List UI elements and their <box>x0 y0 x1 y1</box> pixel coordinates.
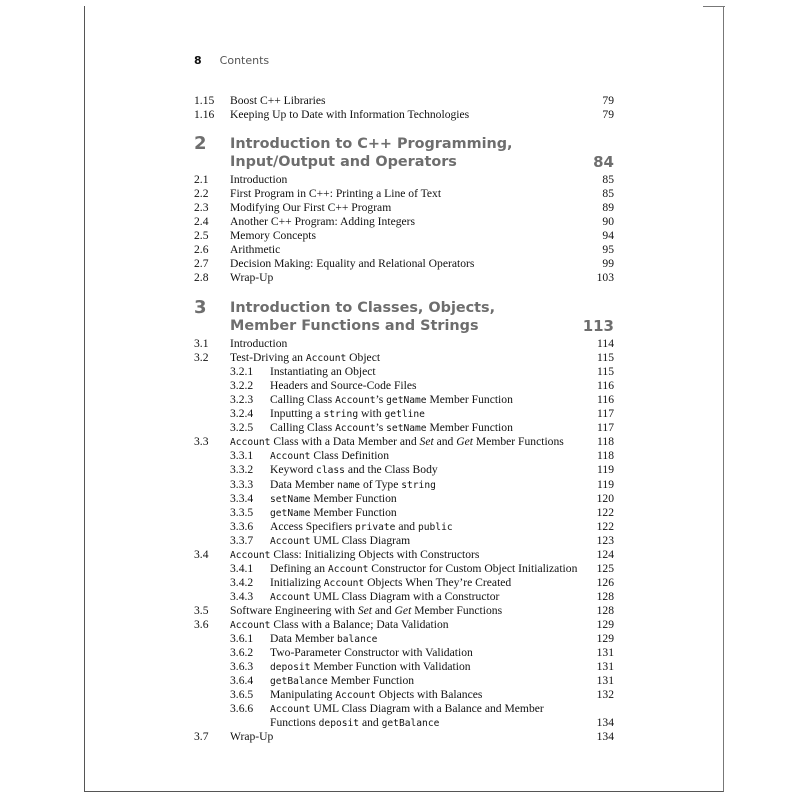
toc-entry[interactable] <box>194 351 614 365</box>
code-term: private <box>355 521 396 533</box>
section-number: 3.4.1 <box>230 561 254 575</box>
title-text: Member Function <box>426 421 513 435</box>
page-header <box>194 54 269 67</box>
page-ref: 116 <box>597 393 614 407</box>
section-title: Memory Concepts <box>230 229 316 243</box>
section-number: 3.3 <box>194 435 209 449</box>
toc-entry[interactable] <box>194 187 614 201</box>
toc-entry[interactable] <box>194 463 614 477</box>
section-number: 3.3.7 <box>230 533 254 547</box>
section-title <box>270 449 389 464</box>
section-number: 3.6 <box>194 618 209 631</box>
toc-entry[interactable] <box>194 646 614 660</box>
section-title <box>270 534 410 549</box>
code-term: string <box>401 479 436 491</box>
title-text: ’s <box>375 393 387 407</box>
code-term: deposit <box>270 662 311 674</box>
section-title <box>270 506 397 521</box>
code-term: Account <box>270 704 311 716</box>
title-text: Defining an <box>270 561 328 575</box>
title-text: Data Member <box>270 632 337 646</box>
section-title <box>270 463 438 478</box>
title-text: Headers and Source-Code Files <box>270 379 417 393</box>
page-ref: 134 <box>596 716 614 730</box>
toc-entry[interactable] <box>194 201 614 215</box>
section-title: Another C++ Program: Adding Integers <box>230 215 416 229</box>
toc-entry[interactable] <box>194 562 614 576</box>
code-term: Account <box>327 563 369 575</box>
section-number: 1.15 <box>194 94 215 107</box>
title-text: Wrap-Up <box>230 730 274 744</box>
page-ref: 119 <box>597 477 614 491</box>
section-title <box>230 337 287 351</box>
section-number: 3.3.5 <box>230 505 254 519</box>
section-title: Wrap-Up <box>230 271 274 285</box>
toc-entry[interactable] <box>194 229 614 243</box>
section-title: Introduction <box>230 173 288 186</box>
title-text: Objects with Balances <box>375 688 483 702</box>
page-ref: 103 <box>596 271 614 285</box>
page-ref: 115 <box>597 365 614 379</box>
toc-entry[interactable] <box>194 421 614 435</box>
page-ref: 119 <box>597 463 614 477</box>
toc-entry[interactable] <box>194 243 614 257</box>
section-title <box>230 618 449 633</box>
section-number: 2.2 <box>194 187 209 201</box>
toc-entry[interactable] <box>194 173 614 187</box>
title-text: Member Function <box>310 491 397 505</box>
section-number: 1.16 <box>194 108 215 122</box>
toc-entry[interactable] <box>194 337 614 351</box>
section-number: 3.2.5 <box>230 421 254 435</box>
section-title <box>230 604 502 618</box>
toc-entry[interactable] <box>194 688 614 702</box>
section-number: 3.1 <box>194 337 209 350</box>
section-title <box>270 632 377 647</box>
title-text: UML Class Diagram with a Balance and Member <box>310 702 544 716</box>
title-text: Two-Parameter Constructor with Validation <box>270 646 473 660</box>
title-text: Inputting a <box>270 407 324 421</box>
code-term: Account <box>335 423 376 435</box>
title-text: and <box>395 519 418 533</box>
code-term: public <box>417 521 453 533</box>
title-text: Class: Initializing Objects with Constructors <box>270 547 480 561</box>
page-ref: 79 <box>602 94 614 107</box>
title-text: Calling Class <box>270 421 336 435</box>
code-term: name <box>336 479 361 491</box>
page-ref: 131 <box>596 674 614 688</box>
section-number: 3.5 <box>194 603 209 617</box>
title-text: Data Member <box>270 477 337 491</box>
toc-entry[interactable] <box>194 449 614 463</box>
section-title <box>270 576 511 591</box>
page-ref: 89 <box>602 201 614 215</box>
section-title <box>230 351 380 366</box>
chapter-title-line-1: Introduction to Classes, Objects, <box>230 300 496 316</box>
toc-entry[interactable] <box>194 108 614 122</box>
toc-entry[interactable] <box>194 520 614 534</box>
code-term: Account <box>230 437 271 449</box>
header-title: Contents <box>219 54 270 67</box>
code-term: Account <box>323 577 365 589</box>
page-ref: 122 <box>596 519 614 533</box>
page-number: 8 <box>194 54 202 67</box>
title-text: Member Function <box>327 674 415 688</box>
toc-entry[interactable] <box>194 576 614 590</box>
title-text: ’s <box>375 421 387 435</box>
section-title: Boost C++ Libraries <box>230 94 326 107</box>
section-title <box>270 492 397 507</box>
section-number: 3.6.6 <box>230 702 254 716</box>
toc-entry[interactable] <box>194 407 614 421</box>
code-term: Account <box>335 395 376 407</box>
toc-entry[interactable] <box>194 730 614 744</box>
page-ref: 128 <box>596 589 614 603</box>
code-term: getBalance <box>270 676 328 688</box>
toc-entry[interactable] <box>194 271 614 285</box>
chapter-title-line-1: Introduction to C++ Programming, <box>230 136 513 152</box>
title-text: Initializing <box>270 575 324 589</box>
toc-entry[interactable] <box>194 604 614 618</box>
title-text: Class Definition <box>310 449 390 463</box>
toc-entry[interactable] <box>194 478 614 492</box>
section-title <box>270 688 482 703</box>
title-text: UML Class Diagram <box>310 533 411 547</box>
title-text: Test-Driving an <box>230 351 306 365</box>
section-title <box>270 702 544 717</box>
section-number: 3.2.3 <box>230 393 254 407</box>
title-text: and <box>359 716 382 730</box>
section-title <box>270 660 471 675</box>
section-number: 3.2.4 <box>230 407 254 421</box>
section-number: 3.6.2 <box>230 646 254 660</box>
page-ref: 124 <box>596 547 614 561</box>
title-text: Class with a Balance; Data Validation <box>270 618 449 631</box>
page-ref: 117 <box>597 421 614 435</box>
title-text: Calling Class <box>270 393 336 407</box>
page-ref: 129 <box>596 632 614 646</box>
section-number: 3.3.1 <box>230 449 254 463</box>
section-title: First Program in C++: Printing a Line of Text <box>230 187 442 201</box>
page-ref: 123 <box>596 533 614 547</box>
section-title: Keeping Up to Date with Information Technologies <box>230 108 470 122</box>
page-ref: 116 <box>597 379 614 393</box>
title-text: Functions <box>270 716 319 730</box>
toc-entry[interactable] <box>194 94 614 108</box>
title-text: Manipulating <box>270 688 336 702</box>
title-text: UML Class Diagram with a Constructor <box>310 589 500 603</box>
code-term: class <box>316 465 345 477</box>
title-text: Constructor for Custom Object Initialization <box>368 561 578 575</box>
code-term: Account <box>270 591 311 603</box>
section-number: 2.3 <box>194 201 209 215</box>
title-text: Introduction <box>230 337 288 350</box>
section-number: 2.6 <box>194 243 209 257</box>
italic-term: Set <box>419 435 434 449</box>
italic-term: Get <box>394 603 412 617</box>
toc-entry[interactable] <box>194 492 614 506</box>
toc-entry[interactable] <box>194 702 614 716</box>
code-term: getName <box>270 507 311 519</box>
page-ref: 95 <box>602 243 614 257</box>
section-number: 3.6.1 <box>230 632 254 646</box>
title-text: Object <box>346 351 381 365</box>
code-term: setName <box>386 423 427 435</box>
code-term: getline <box>384 409 425 421</box>
section-number: 3.7 <box>194 730 209 744</box>
chapter-page: 84 <box>593 153 614 171</box>
title-text: Class with a Data Member and <box>270 435 420 449</box>
title-text: Access Specifiers <box>270 519 355 533</box>
section-number: 2.1 <box>194 173 209 186</box>
page-ref: 118 <box>597 435 614 449</box>
section-title <box>270 562 577 577</box>
toc-entry[interactable] <box>194 590 614 604</box>
page-ref: 117 <box>597 407 614 421</box>
title-text: Software Engineering with <box>230 603 358 617</box>
section-number: 2.8 <box>194 271 209 285</box>
code-term: deposit <box>318 718 360 730</box>
toc-entry[interactable] <box>194 632 614 646</box>
section-number: 2.4 <box>194 215 209 229</box>
code-term: string <box>323 409 359 421</box>
toc-entry[interactable] <box>194 365 614 379</box>
page-ref: 115 <box>597 351 614 365</box>
section-number: 3.4.2 <box>230 575 254 589</box>
page-ref: 114 <box>597 337 614 350</box>
section-number: 3.3.2 <box>230 463 254 477</box>
page-ref: 122 <box>596 505 614 519</box>
section-number: 3.2.1 <box>230 365 254 379</box>
chapter-number: 3 <box>194 297 207 318</box>
toc-entry[interactable] <box>194 379 614 393</box>
section-number: 3.4.3 <box>230 589 254 603</box>
code-term: getName <box>386 395 427 407</box>
section-title <box>270 716 439 731</box>
page-ref: 85 <box>602 187 614 201</box>
page-ref: 99 <box>602 257 614 271</box>
page-ref: 129 <box>596 618 614 631</box>
code-term: Account <box>335 690 376 702</box>
section-title: Arithmetic <box>230 243 281 257</box>
section-title <box>270 379 417 393</box>
section-title <box>270 393 513 408</box>
page-ref: 131 <box>596 646 614 660</box>
section-number: 2.7 <box>194 257 209 271</box>
code-term: Account <box>230 549 271 561</box>
page-ref: 85 <box>602 173 614 186</box>
toc-entry[interactable] <box>194 257 614 271</box>
section-number: 3.6.4 <box>230 674 254 688</box>
toc-entry[interactable] <box>194 435 614 449</box>
page-ref: 125 <box>596 561 614 575</box>
section-number: 3.3.6 <box>230 519 254 533</box>
toc-entry[interactable] <box>194 618 614 632</box>
title-text: of Type <box>360 477 402 491</box>
code-term: balance <box>336 634 378 646</box>
page-ref: 90 <box>602 215 614 229</box>
page-ref: 132 <box>596 688 614 702</box>
section-title <box>270 421 513 436</box>
section-title <box>270 478 436 493</box>
section-number: 2.5 <box>194 229 209 243</box>
page-ref: 128 <box>596 603 614 617</box>
code-term: Account <box>230 620 271 631</box>
title-text: Member Functions <box>411 603 503 617</box>
title-text: Member Function with Validation <box>310 660 471 674</box>
toc-entry[interactable] <box>194 660 614 674</box>
chapter-number: 2 <box>194 133 207 154</box>
title-text: and the Class Body <box>344 463 438 477</box>
section-title <box>270 365 376 379</box>
page-ref: 94 <box>602 229 614 243</box>
section-title <box>270 590 499 605</box>
toc-entry[interactable] <box>194 215 614 229</box>
title-text: Keyword <box>270 463 317 477</box>
section-title: Modifying Our First C++ Program <box>230 201 392 215</box>
code-term: getBalance <box>381 718 440 730</box>
section-number: 3.6.3 <box>230 660 254 674</box>
section-title <box>270 520 453 535</box>
code-term: Account <box>270 535 311 547</box>
chapter-page: 113 <box>582 317 614 335</box>
page-ref: 126 <box>596 575 614 589</box>
italic-term: Get <box>456 435 473 449</box>
section-title <box>270 407 425 422</box>
page-ref: 79 <box>602 108 614 122</box>
page-ref: 134 <box>596 730 614 744</box>
section-number: 3.2.2 <box>230 379 254 393</box>
section-title <box>230 730 273 744</box>
section-title <box>230 435 564 450</box>
title-text: Member Functions <box>472 435 564 449</box>
chapter-title-line-2: Member Functions and Strings <box>230 318 479 334</box>
toc-entry[interactable] <box>194 548 614 562</box>
page-ref: 118 <box>597 449 614 463</box>
section-title <box>270 646 473 660</box>
toc-entry[interactable] <box>194 534 614 548</box>
page-ref: 131 <box>596 660 614 674</box>
title-text: with <box>358 407 385 421</box>
section-title <box>230 548 479 563</box>
page-ref: 120 <box>596 491 614 505</box>
toc-entry[interactable] <box>194 674 614 688</box>
title-text: Objects When They’re Created <box>364 575 512 589</box>
section-number: 3.3.4 <box>230 491 254 505</box>
chapter-title-line-2: Input/Output and Operators <box>230 154 457 170</box>
title-text: Member Function <box>310 505 397 519</box>
section-number: 3.2 <box>194 351 209 365</box>
toc-entry[interactable] <box>194 506 614 520</box>
section-title <box>270 674 414 689</box>
section-number: 3.3.3 <box>230 477 254 491</box>
title-text: and <box>433 435 457 449</box>
code-term: Account <box>270 451 311 463</box>
title-text: and <box>372 603 395 617</box>
section-title: Decision Making: Equality and Relational Operators <box>230 257 475 271</box>
code-term: setName <box>270 493 311 505</box>
title-text: Member Function <box>426 393 513 407</box>
italic-term: Set <box>357 603 372 617</box>
code-term: Account <box>305 353 347 365</box>
toc-entry[interactable] <box>194 393 614 407</box>
title-text: Instantiating an Object <box>270 365 376 379</box>
section-number: 3.6.5 <box>230 688 254 702</box>
toc-entry[interactable] <box>194 716 614 730</box>
section-number: 3.4 <box>194 547 209 561</box>
